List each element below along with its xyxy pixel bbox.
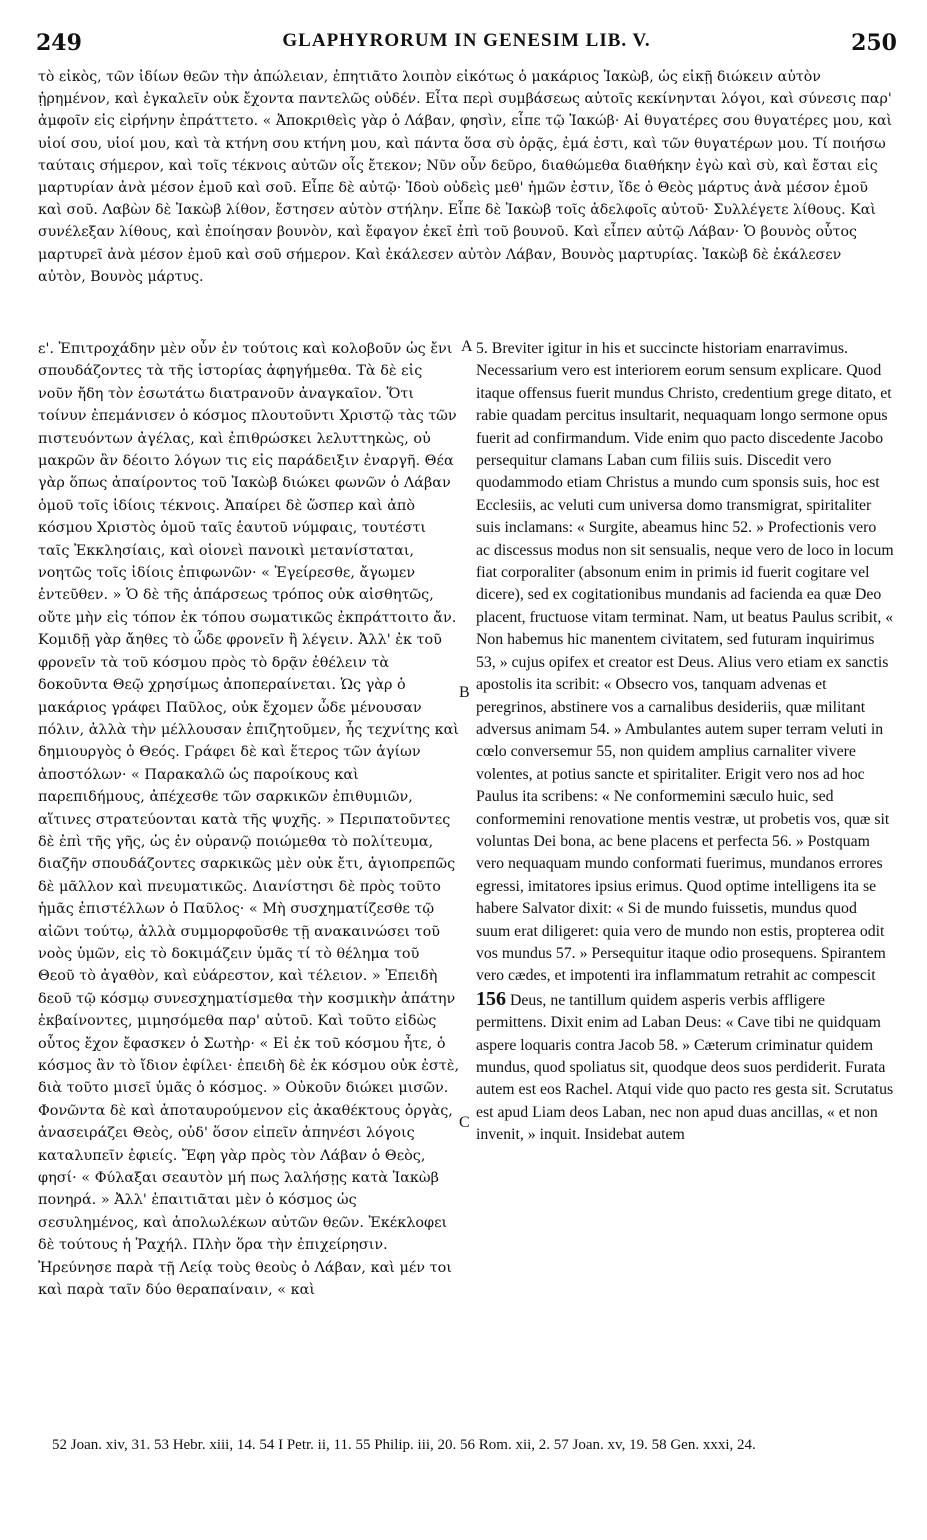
column-number: 156 <box>476 987 506 1010</box>
page-number-right: 250 <box>851 30 897 56</box>
running-title: GLAPHYRORUM IN GENESIM LIB. V. <box>282 30 651 51</box>
greek-column <box>38 338 460 1301</box>
margin-marker-a: A <box>461 338 473 355</box>
latin-column-text <box>476 338 894 1147</box>
greek-top-text: τὸ εἰκὸς, τῶν ἰδίων θεῶν τὴν ἀπώλειαν, ἐπητιᾶτο λοιπὸν εἰκότως ὁ μακάριος Ἰακὼβ, ὡς εἰκῇ διώκειν αὐτὸν ᾐρημένον, καὶ ἐγκαλεῖν οὐκ ἔχοντα παντελῶς οὐδέν. Εἶτα περὶ συμβάσεως αὐτοῖς κεκίνηνται λόγοι, καὶ σύνεσις παρ' ἀμφοῖν εἰς εἰρήνην ἐπράττετο. « Ἀποκριθεὶς γὰρ ὁ Λάβαν, φησὶν, εἶπε τῷ Ἰακώβ· Αἱ θυγατέρες σου θυγατέρες μου, καὶ υἱοί σου, υἱοί μου, καὶ τὰ κτήνη σου κτήνη μου, καὶ πάντα ὅσα σὺ ὁρᾷς, ἐμά ἐστι, καὶ τῶν θυγατέρων μου. Τί ποιήσω ταύταις σήμερον, καὶ τοῖς τέκνοις αὐτῶν οἷς ἔτεκον; Νῦν οὖν δεῦρο, διαθώμεθα διαθήκην ἐγὼ καὶ σὺ, καὶ ἔσται εἰς μαρτυρίαν ἀνὰ μέσον ἐμοῦ καὶ σοῦ. Εἶπε δὲ αὐτῷ· Ἰδοὺ οὐδεὶς μεθ' ἡμῶν ἐστιν, ἴδε ὁ Θεὸς μάρτυς ἀνὰ μέσον ἐμοῦ καὶ σοῦ. Λαβὼν δὲ Ἰακὼβ λίθον, ἔστησεν αὐτὸν στήλην. Εἶπε δὲ Ἰακὼβ τοῖς ἀδελφοῖς αὐτοῦ· Συλλέγετε λίθους. Καὶ συνέλεξαν λίθους, καὶ ἐποίησαν βουνὸν, καὶ ἔφαγον ἐκεῖ ἐπὶ τοῦ βουνοῦ. Καὶ εἶπεν αὐτῷ Λάβαν· Ὁ βουνὸς οὗτος μαρτυρεῖ ἀνὰ μέσον ἐμοῦ καὶ σοῦ σήμερον. Καὶ ἐκάλεσεν αὐτὸν Λάβαν, Βουνὸς μαρτυρίας. Ἰακὼβ δὲ ἐκάλεσεν αὐτὸν, Βουνὸς μάρτυς. <box>38 69 893 285</box>
page-number-left: 249 <box>36 30 82 56</box>
latin-text-after: Deus, ne tantillum quidem asperis verbis affligere permittens. Dixit enim ad Laban Deus: « Cave tibi ne quidquam aspere loquaris contra Jacob 58. » Cæterum criminatur quidem mundus, quod spoliatus sit, quodque deos suos perdiderit. Furata autem est eos Rachel. Atqui vide quo pacto res gesta sit. Scrutatus est apud Liam deos Laban, nec non apud duas ancillas, « et non invenit, » inquit. Insidebat autem <box>476 991 894 1144</box>
margin-marker-b: B <box>459 684 470 701</box>
page-header <box>36 30 897 58</box>
footnotes-text: 52 Joan. xiv, 31. 53 Hebr. xiii, 14. 54 I Petr. ii, 11. 55 Philip. iii, 20. 56 Rom. xii, 2. 57 Joan. xv, 19. 58 Gen. xxxi, 24. <box>52 1437 756 1453</box>
greek-column-text: ε'. Ἐπιτροχάδην μὲν οὖν ἐν τούτοις καὶ κολοβοῦν ὡς ἔνι σπουδάζοντες τὰ τῆς ἱστορίας ἀφηγήμεθα. Τὰ δὲ εἰς νοῦν ἤδη τὸν ἐσωτάτω διατρανοῦν ἀναγκαῖον. Ὅτι τοίνυν ἐπεμάνισεν ὁ κόσμος πλουτοῦντι Χριστῷ τὰς τῶν πιστευόντων ἀγέλας, καὶ ἐπιθρώσκει λελυττηκὼς, οὐ μακρῶν ἂν δέοιτο λόγων τις εἰς παράδειξιν ἐναργῆ. Θέα γὰρ ὅπως ἀπαίροντος τοῦ Ἰακὼβ διώκει φωνῶν ὁ Λάβαν ὁμοῦ τοῖς ἰδίοις τέκνοις. Ἀπαίρει δὲ ὥσπερ καὶ ἀπὸ κόσμου Χριστὸς ὁμοῦ ταῖς ἑαυτοῦ νύμφαις, τουτέστι ταῖς Ἐκκλησίαις, καὶ οἱονεὶ πανοικὶ μετανίσταται, νοητῶς τοῖς ἰδίοις ἐπιφωνῶν· « Ἐγείρεσθε, ἄγωμεν ἐντεῦθεν. » Ὁ δὲ τῆς ἀπάρσεως τρόπος οὐκ αἰσθητῶς, οὔτε μὴν εἰς τόπον ἐκ τόπου σωματικῶς ἐκπράττοιτο ἄν. Κομιδῇ γὰρ ἄηθες τὸ ὧδε φρονεῖν ἢ λέγειν. Ἀλλ' ἐκ τοῦ φρονεῖν τὰ τοῦ κόσμου πρὸς τὸ δρᾷν ἐθέλειν τὰ δοκοῦντα Θεῷ χρησίμως ἀποπεραίνεται. Ὡς γὰρ ὁ μακάριος γράφει Παῦλος, οὐκ ἔχομεν ὧδε μένουσαν πόλιν, ἀλλὰ τὴν μέλλουσαν ἐπιζητοῦμεν, ἧς τεχνίτης καὶ δημιουργὸς ὁ Θεός. Γράφει δὲ καὶ ἕτερος τῶν ἁγίων ἀποστόλων· « Παρακαλῶ ὡς παροίκους καὶ παρεπιδήμους, ἀπέχεσθε τῶν σαρκικῶν ἐπιθυμιῶν, αἵτινες στρατεύονται κατὰ τῆς ψυχῆς. » Περιπατοῦντες δὲ ἐπὶ τῆς γῆς, ὡς ἐν οὐρανῷ ποιώμεθα τὸ πολίτευμα, διαζῆν σπουδάζοντες σαρκικῶς μὲν οὐκ ἔτι, ἁγιοπρεπῶς δὲ μᾶλλον καὶ πνευματικῶς. Διανίστησι δὲ πρὸς τοῦτο ἡμᾶς ἐπιστέλλων ὁ Παῦλος· « Μὴ συσχηματίζεσθε τῷ αἰῶνι τούτῳ, ἀλλὰ συμμορφοῦσθε τῇ ανακαινώσει τοῦ νοὸς ὑμῶν, εἰς τὸ δοκιμάζειν ὑμᾶς τί τὸ θέλημα τοῦ Θεοῦ τὸ ἀγαθὸν, καὶ εὐάρεστον, καὶ τέλειον. » Ἐπειδὴ δεοῦ τῷ κόσμῳ συνεσχηματίσμεθα τὴν κοσμικὴν ἀπάτην ἐκβαίνοντες, μιμησόμεθα παρ' αὐτοῦ. Καὶ τοῦτο εἰδὼς οὗτος ἔχον ἔφασκεν ὁ Σωτὴρ· « Εἰ ἐκ τοῦ κόσμου ἦτε, ὁ κόσμος ἂν τὸ ἴδιον ἐφίλει· ἐπειδὴ δὲ ἐκ κόσμου οὐκ ἐστὲ, διὰ τοῦτο μισεῖ ὑμᾶς ὁ κόσμος. » Οὐκοῦν διώκει μισῶν. Φονῶντα δὲ καὶ ἀποταυρούμενον εἰς ἀκαθέκτους ὀργὰς, ἀνασειράζει Θεὸς, οὐδ' ὅσον εἰπεῖν ἀπηνέσι λόγοις καταλυπεῖν ἐφιείς. Ἔφη γὰρ πρὸς τὸν Λάβαν ὁ Θεὸς, φησί· « Φύλαξαι σεαυτὸν μή πως λαλήσῃς κατὰ Ἰακὼβ πονηρά. » Ἀλλ' ἐπαιτιᾶται μὲν ὁ κόσμος ὡς σεσυλημένος, καὶ ἀπολωλέκων αὐτῶν θεῶν. Ἐκέκλοφει δὲ τούτους ἡ Ῥαχήλ. Πλὴν ὅρα τὴν ἐπιχείρησιν. Ἠρεύνησε παρὰ τῇ Λείᾳ τοὺς θεοὺς ὁ Λάβαν, καὶ μέν τοι καὶ παρὰ ταῖν δύο θεραπαίναιν, « καὶ <box>38 341 460 1299</box>
footnotes <box>52 1434 902 1456</box>
greek-top-paragraph <box>38 66 893 288</box>
latin-column <box>476 338 894 1147</box>
latin-text-before: 5. Breviter igitur in his et succincte historiam enarravimus. Necessarium vero est interiorem eorum sensum explicare. Quod itaque offensus fuerit mundus Christo, credentium grege ditato, et rabie quadam percitus insultarit, nequaquam longo sermone opus fuerit ad confirmandum. Vide enim quo pacto discedente Jacobo persequitur clamans Laban cum filiis suis. Discedit vero quodammodo etiam Christus a mundo cum sponsis suis, hoc est Ecclesiis, ac veluti cum universa domo transmigrat, spiritaliter suis inclamans: « Surgite, abeamus hinc 52. » Profectionis vero ac discessus modus non sit sensualis, neque vero de loco in locum fiat corporaliter (absonum enim in primis id fuerit cogitare vel dicere), sed ex cogitationibus mundanis ad facienda ea quæ Deo placent, fructuose vitam terminat. Nam, ut beatus Paulus scribit, « Non habemus hic manentem civitatem, sed futuram inquirimus 53, » cujus opifex et creator est Deus. Alius vero etiam ex sanctis apostolis ita scribit: « Obsecro vos, tanquam advenas et peregrinos, abstinere vos a carnalibus desideriis, quæ militant adversus animam 54. » Ambulantes autem super terram veluti in cœlo conversemur 55, non quidem amplius carnaliter vivere volentes, at potius sancte et spiritaliter. Erigit vero nos ad hoc Paulus ita scribens: « Ne conformemini sæculo huic, sed conformemini renovatione mentis vestræ, ut probetis vos, quæ sit voluntas Dei bona, ac bene placens et perfecta 56. » Postquam vero nequaquam mundo conformati fuerimus, mundanos errores egressi, imitatores ipsius erimus. Quod optime intelligens ita se habere Salvator dixit: « Si de mundo fuissetis, mundus quod suum erat diligeret: quia vero de mundo non estis, propterea odit vos mundus 57. » Persequitur itaque odio prosequens. Spirantem vero cædes, et impotenti ira inflammatum retrahit ac compescit <box>476 340 894 985</box>
margin-marker-c: C <box>459 1114 470 1131</box>
